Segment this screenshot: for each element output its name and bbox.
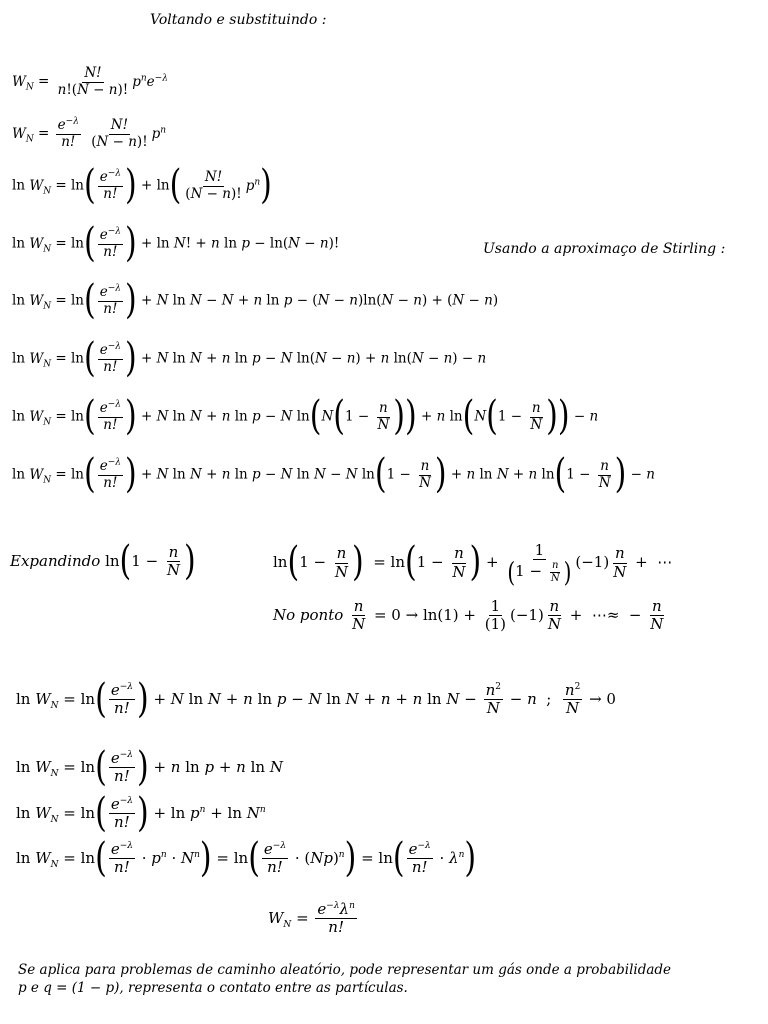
equation-3: $\ln W_N = \ln$( $\frac{e^{-\lambda}}{n!}$ ) + ln( $\frac{N!}{(N - n)!}$ $p^n$) xyxy=(12,161,272,209)
equation-9: $\ln W_N = \ln$( $\frac{e^{-\lambda}}{n!}$ ) + N ln N + n ln p − N ln N + n + n ln N − $\frac{n^2}{N}$ − n ; $\frac{n^2}{N}$ → 0 xyxy=(16,675,616,723)
equation-4: $\ln W_N = \ln$( $\frac{e^{-\lambda}}{n!}$ ) + ln N! + n ln p − ln(N − n)! xyxy=(12,219,340,267)
final-result: $W_N$ = $\frac{e^{-\lambda}\lambda^n}{n!}$ xyxy=(268,900,355,937)
equation-10: $\ln W_N = \ln$( $\frac{e^{-\lambda}}{n!}$ ) + n ln p + n ln N xyxy=(16,743,283,791)
final-note-line-1: Se aplica para problemas de caminho aleatório, pode representar um gás onde a probabilidade xyxy=(18,962,672,978)
ponto-equation: No ponto $\frac{n}{N}$ = 0 → ln(1) + $\frac{1}{(1)}$ (−1) $\frac{n}{N}$ + ⋯≈ − $\frac{n}{N}$ xyxy=(273,597,664,634)
equation-2: $W_N$ = $\frac{e^{-\lambda}}{n!}$ $\frac{N!}{(N - n)!}$ $p^n$ xyxy=(12,116,167,150)
equation-8: $\ln W_N = \ln$( $\frac{e^{-\lambda}}{n!}$ ) + N ln N + n ln p − N ln N − N ln(1 − $\frac{n}{N}$ ) + n ln N + n ln(1 − $\frac{n}{N}$ ) − n xyxy=(12,450,655,498)
expansion-equation: ln(1 − $\frac{n}{N}$ ) = ln(1 − $\frac{n}{N}$ ) + 1 (1 − $\frac{n}{N}$ ) (−1) $\frac{n}{N}$ + ⋯ xyxy=(273,538,673,589)
equation-6: $\ln W_N = \ln$( $\frac{e^{-\lambda}}{n!}$ ) + N ln N + n ln p − N ln(N − n) + n ln(N − n) − n xyxy=(12,334,487,382)
equation-11: $\ln W_N = \ln$( $\frac{e^{-\lambda}}{n!}$ ) + $\ln p^n + \ln N^n$ xyxy=(16,789,266,837)
equation-12: $\ln W_N = \ln$( $\frac{e^{-\lambda}}{n!}$ · $p^n \cdot N^n) = \ln$( $\frac{e^{-\lambda}}{n!}$ · $(Np)^n) = \ln$( $\frac{e^{-\lambda}}{n!}$ · $\lambda^n$) xyxy=(16,834,477,882)
expand-label: Expandindo ln(1 − $\frac{n}{N}$ ) xyxy=(10,537,196,585)
equation-5: $\ln W_N = \ln$( $\frac{e^{-\lambda}}{n!}$ ) + N ln N − N + n ln p − (N − n)ln(N − n) + (N − n) xyxy=(12,276,499,324)
equation-1: $W_N$ = $\frac{N!}{n!(N - n)!}$ $p^ne^{-\lambda}$ xyxy=(12,65,168,98)
final-note-line-2: p e q = (1 − p), representa o contato entre as partículas. xyxy=(18,980,408,996)
equation-7: $\ln W_N = \ln$( $\frac{e^{-\lambda}}{n!}$ ) + N ln N + n ln p − N ln(N(1 − $\frac{n}{N}$ )) + n ln(N(1 − $\frac{n}{N}$ )) − n xyxy=(12,392,599,440)
stirling-note: Usando a aproximaço de Stirling : xyxy=(483,241,726,257)
heading: Voltando e substituindo : xyxy=(150,12,327,28)
